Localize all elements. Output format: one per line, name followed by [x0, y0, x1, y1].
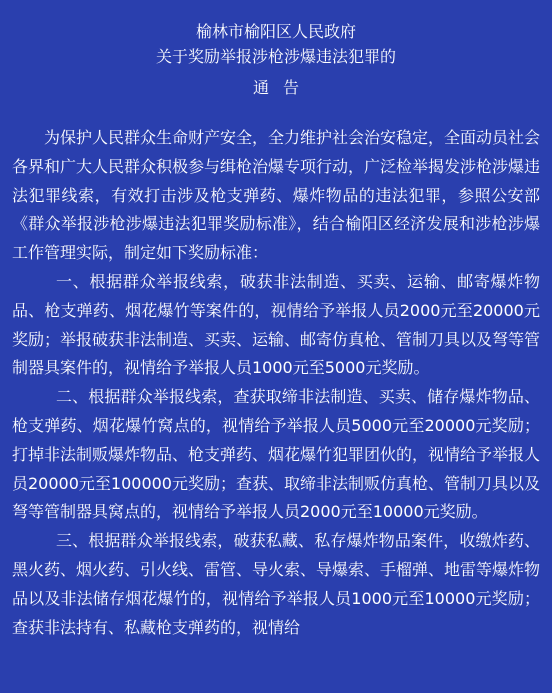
- reward-clause-2: 二、根据群众举报线索，查获取缔非法制造、买卖、储存爆炸物品、枪支弹药、烟花爆竹窝点的，视情给予举报人员5000元至20000元奖励；打掉非法制贩爆炸物品、枪支弹药、烟花爆竹犯罪团伙的，视情给予举报人员20000元至100000元奖励；查获、取缔非法制贩仿真枪、管制刀具以及弩等管制器具窝点的，视情给予举报人员2000元至10000元奖励。: [12, 387, 541, 522]
- reward-clause-3: 三、根据群众举报线索，破获私藏、私存爆炸物品案件，收缴炸药、黑火药、烟火药、引火线、雷管、导火索、导爆索、手榴弹、地雷等爆炸物品以及非法储存烟花爆竹的，视情给予举报人员1000元至10000元奖励；查获非法持有、私藏枪支弹药的，视情给: [12, 531, 541, 637]
- issuer-title: 榆林市榆阳区人民政府: [195, 22, 356, 41]
- notice-type-heading: 通告: [252, 78, 313, 97]
- reward-clause-1: 一、根据群众举报线索，破获非法制造、买卖、运输、邮寄爆炸物品、枪支弹药、烟花爆竹等案件的，视情给予举报人员2000元至20000元奖励；举报破获非法制造、买卖、运输、邮寄仿真枪、管制刀具以及弩等管制器具案件的，视情给予举报人员1000元至5000元奖励。: [12, 271, 541, 378]
- notice-subject: 关于奖励举报涉枪涉爆违法犯罪的: [155, 47, 396, 66]
- notice-body: [12, 124, 540, 642]
- intro-paragraph: 为保护人民群众生命财产安全，全力维护社会治安稳定，全面动员社会各界和广大人民群众积极参与缉枪治爆专项行动，广泛检举揭发涉枪涉爆违法犯罪线索，有效打击涉及枪支弹药、爆炸物品的违法犯罪，参照公安部《群众举报涉枪涉爆违法犯罪奖励标准》，结合榆阳区经济发展和涉枪涉爆工作管理实际，制定如下奖励标准：: [12, 128, 541, 263]
